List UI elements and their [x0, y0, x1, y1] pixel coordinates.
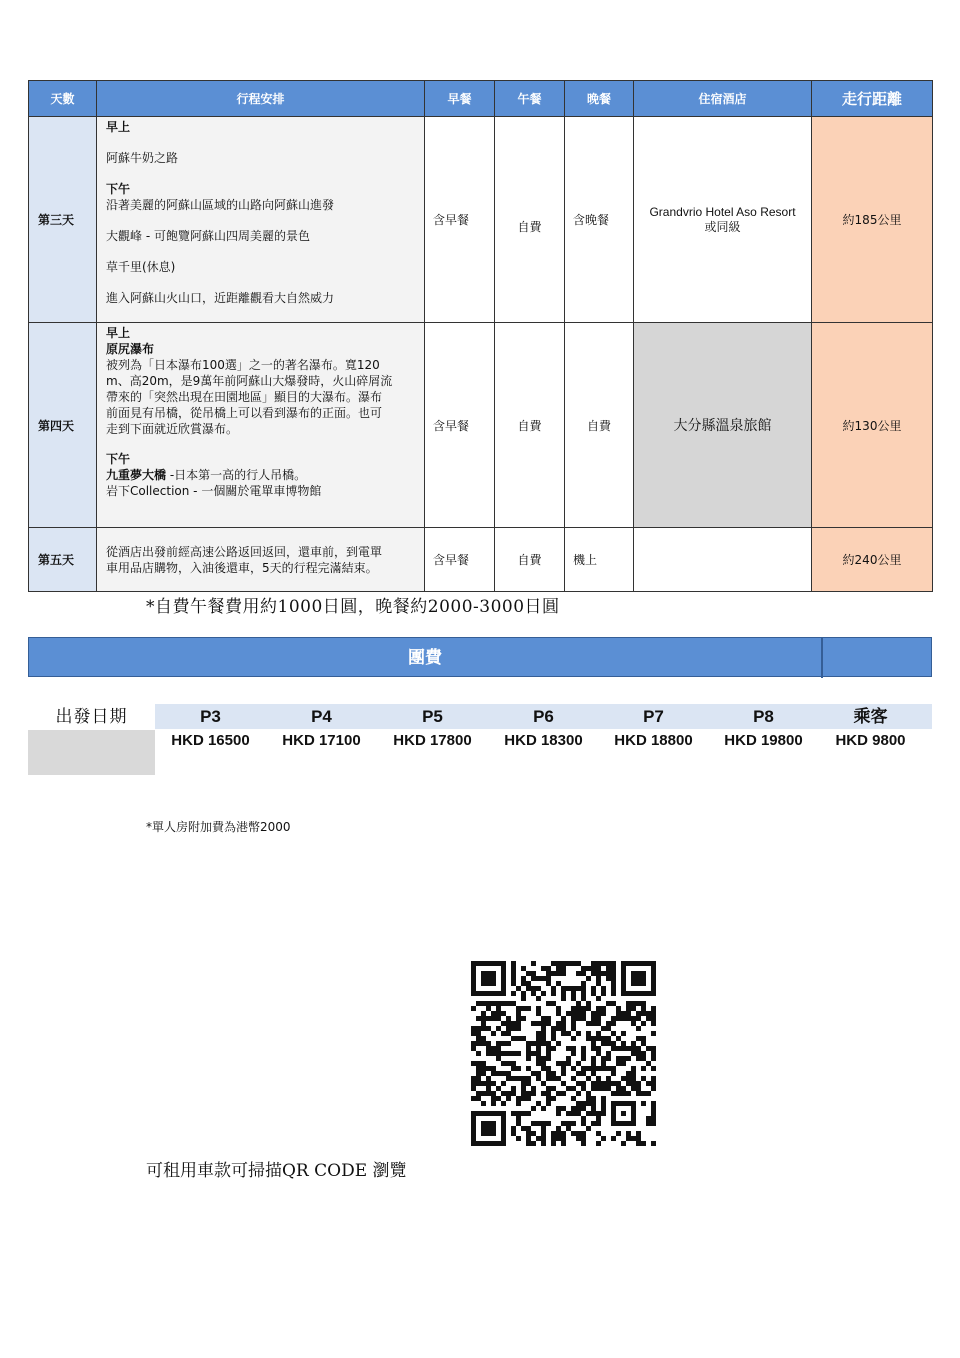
hotel-name: Grandvrio Hotel Aso Resort [649, 204, 796, 219]
fee-section-bar [28, 637, 932, 677]
plan-item: 車用品店購物，入油後還車，5天的行程完滿結束。 [106, 560, 378, 575]
header-day: 天數 [29, 81, 97, 117]
distance-cell: 約130公里 [812, 323, 933, 528]
spot-description: m、高20m，是9萬年前阿蘇山大爆發時，火山碎屑流 [106, 374, 393, 388]
price-label: P7 [643, 707, 664, 726]
single-room-note: *單人房附加費為港幣2000 [146, 820, 291, 834]
price-value: HKD 18800 [614, 732, 693, 749]
day-label: 第四天 [29, 323, 97, 528]
hotel-cell: 大分縣溫泉旅館 [634, 323, 812, 528]
fee-bar-divider [821, 638, 823, 678]
day-plan [97, 117, 425, 323]
dinner-cell: 含晚餐 [565, 117, 634, 323]
hotel-cell [634, 528, 812, 592]
price-column-p8 [708, 704, 819, 753]
qr-caption: 可租用車款可掃描QR CODE 瀏覽 [146, 1161, 407, 1181]
breakfast-cell: 含早餐 [425, 323, 495, 528]
spot-description: 岩下Collection - 一個關於電單車博物館 [106, 484, 322, 498]
day-label: 第五天 [29, 528, 97, 592]
lunch-cell: 自費 [495, 528, 565, 592]
spot-line [106, 467, 416, 483]
table-row [29, 528, 933, 592]
fee-section-title: 團費 [408, 648, 442, 668]
price-value: HKD 17100 [282, 732, 361, 749]
depart-date-value [28, 730, 155, 775]
distance-cell: 約185公里 [812, 117, 933, 323]
plan-afternoon-heading: 下午 [106, 182, 131, 196]
price-label: P3 [200, 707, 221, 726]
price-column-p6 [488, 704, 599, 753]
price-column-p7 [598, 704, 709, 753]
spot-description: 被列為「日本瀑布100選」之一的著名瀑布。寬120 [106, 358, 380, 372]
hotel-note: 或同級 [704, 219, 741, 234]
price-value: HKD 9800 [835, 732, 906, 749]
price-label: 乘客 [853, 707, 888, 726]
day-plan [97, 528, 425, 592]
header-dinner: 晚餐 [565, 81, 634, 117]
header-breakfast: 早餐 [425, 81, 495, 117]
spot-title: 原尻瀑布 [106, 342, 155, 356]
plan-afternoon-heading: 下午 [106, 452, 131, 466]
dinner-cell: 自費 [565, 323, 634, 528]
breakfast-cell: 含早餐 [425, 528, 495, 592]
price-label: P4 [311, 707, 332, 726]
breakfast-cell: 含早餐 [425, 117, 495, 323]
spot-description: -日本第一高的行人吊橋。 [166, 468, 307, 482]
plan-item: 大觀峰 - 可飽覽阿蘇山四周美麗的景色 [106, 229, 310, 243]
header-lunch: 午餐 [495, 81, 565, 117]
price-column-p5 [377, 704, 488, 753]
hotel-cell [634, 117, 812, 323]
itinerary-header-row [29, 81, 933, 117]
plan-item: 從酒店出發前經高速公路返回返回，還車前，到電單 [106, 544, 383, 559]
plan-item: 草千里(休息) [106, 260, 176, 274]
header-distance: 走行距離 [812, 81, 933, 117]
lunch-cell: 自費 [495, 323, 565, 528]
plan-morning-heading: 早上 [106, 120, 131, 134]
table-row [29, 117, 933, 323]
header-hotel: 住宿酒店 [634, 81, 812, 117]
price-column-p4 [266, 704, 377, 753]
plan-item: 沿著美麗的阿蘇山區域的山路向阿蘇山進發 [106, 198, 335, 212]
spot-description: 帶來的「突然出現在田園地區」顯目的大瀑布。瀑布 [106, 390, 383, 404]
day-plan [97, 323, 425, 528]
header-plan: 行程安排 [97, 81, 425, 117]
distance-cell: 約240公里 [812, 528, 933, 592]
itinerary-table [28, 80, 933, 592]
price-label: P8 [753, 707, 774, 726]
price-label: P5 [422, 707, 443, 726]
price-column-passenger [815, 704, 926, 753]
spot-description: 走到下面就近欣賞瀑布。 [106, 422, 239, 436]
dinner-cell: 機上 [565, 528, 634, 592]
qr-code-icon[interactable] [471, 961, 656, 1146]
price-column-p3 [155, 704, 266, 753]
day-label: 第三天 [29, 117, 97, 323]
plan-item: 進入阿蘇山火山口，近距離觀看大自然威力 [106, 291, 335, 305]
plan-item: 阿蘇牛奶之路 [106, 151, 179, 165]
lunch-cell: 自費 [495, 117, 565, 323]
price-value: HKD 19800 [724, 732, 803, 749]
depart-date-label: 出發日期 [55, 707, 128, 727]
table-row [29, 323, 933, 528]
price-value: HKD 17800 [393, 732, 472, 749]
meal-cost-note: *自費午餐費用約1000日圓，晚餐約2000-3000日圓 [146, 597, 560, 617]
spot-description: 前面見有吊橋，從吊橋上可以看到瀑布的正面。也可 [106, 406, 383, 420]
price-value: HKD 18300 [504, 732, 583, 749]
price-value: HKD 16500 [171, 732, 250, 749]
price-label: P6 [533, 707, 554, 726]
plan-morning-heading: 早上 [106, 326, 131, 340]
spot-title: 九重夢大橋 [106, 468, 167, 482]
